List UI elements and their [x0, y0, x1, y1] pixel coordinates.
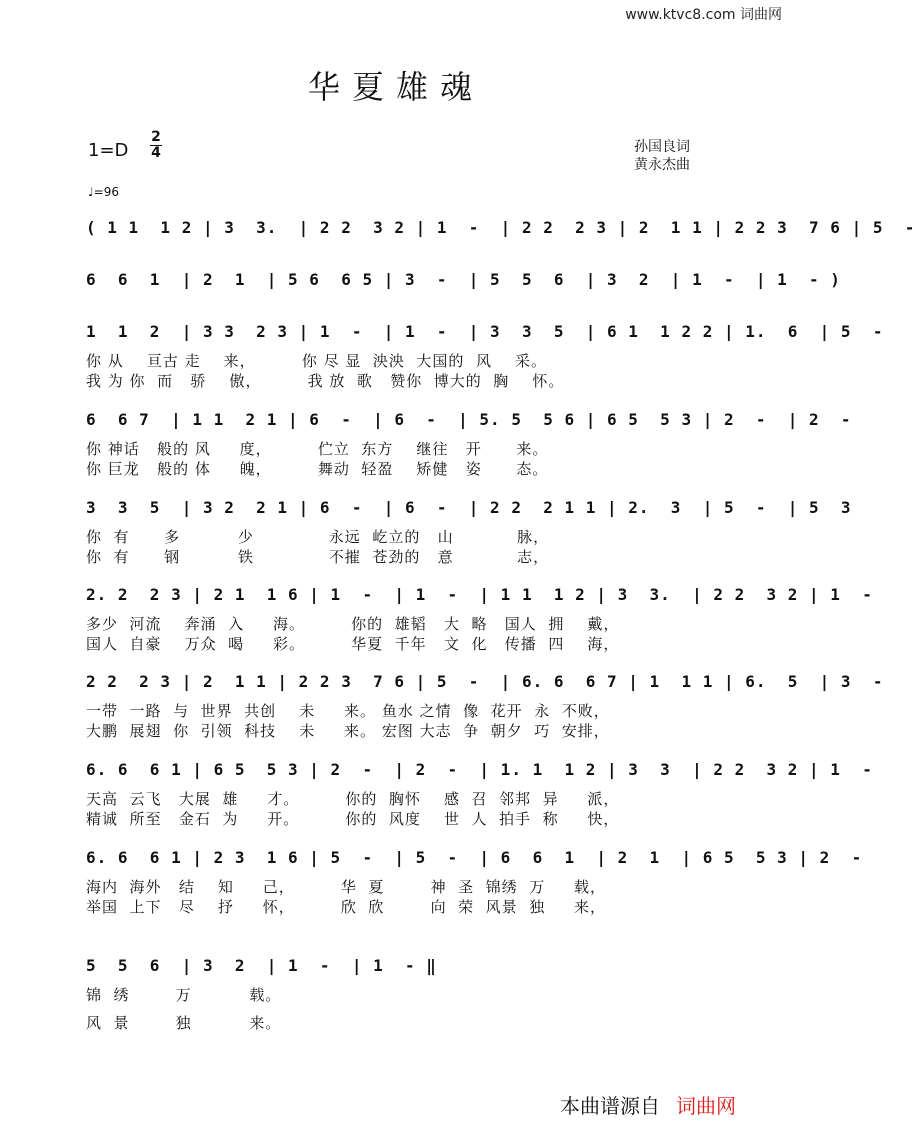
footer-brand: 词曲网 [676, 1094, 736, 1118]
lyricist: 孙国良词 [634, 139, 690, 155]
meter-bottom: 4 [151, 145, 161, 161]
page-title: 华夏雄魂 [307, 68, 484, 106]
footer-source [560, 1090, 736, 1119]
meter-top: 2 [151, 129, 161, 145]
lyric-line-verse-1: 天高 云飞 大展 雄 才。 你的 胸怀 感 召 邻邦 异 派， [86, 790, 620, 808]
time-signature [150, 130, 162, 161]
lyric-line-verse-1: 海内 海外 结 知 己， 华 夏 神 圣 锦绣 万 载， [86, 878, 607, 896]
notation-line: 2. 2 2 3 | 2 1 1 6 | 1 - | 1 - | 1 1 1 2 | 3 3. | 2 2 3 2 | 1 - [86, 585, 873, 604]
composer: 黄永杰曲 [634, 157, 690, 173]
lyric-line-verse-2: 大鹏 展翅 你 引领 科技 未 来。 宏图 大志 争 朝夕 巧 安排， [86, 722, 610, 740]
lyric-line-verse-2: 我 为 你 而 骄 傲， 我 放 歌 赞你 博大的 胸 怀。 [86, 372, 565, 390]
notation-line: 6 6 1 | 2 1 | 5 6 6 5 | 3 - | 5 5 6 | 3 2 | 1 - | 1 - ) [86, 270, 841, 289]
lyric-line-verse-2: 你 有 钢 铁 不摧 苍劲的 意 志， [86, 548, 550, 566]
credits [634, 138, 690, 174]
key-signature: 1=D [88, 140, 129, 161]
score-row [86, 218, 915, 254]
notation-line: 2 2 2 3 | 2 1 1 | 2 2 3 7 6 | 5 - | 6. 6 6 7 | 1 1 1 | 6. 5 | 3 - [86, 672, 884, 691]
lyric-line-verse-2: 风 景 独 来。 [86, 1014, 282, 1032]
notation-line: ( 1 1 1 2 | 3 3. | 2 2 3 2 | 1 - | 2 2 2 3 | 2 1 1 | 2 2 3 7 6 | 5 - [86, 218, 915, 237]
notation-line: 6 6 7 | 1 1 2 1 | 6 - | 6 - | 5. 5 5 6 | 6 5 5 3 | 2 - | 2 - [86, 410, 852, 429]
lyric-line-verse-1: 一带 一路 与 世界 共创 未 来。 鱼水 之情 像 花开 永 不败， [86, 702, 610, 720]
lyric-line-verse-1: 你 有 多 少 永远 屹立的 山 脉， [86, 528, 550, 546]
notation-line: 1 1 2 | 3 3 2 3 | 1 - | 1 - | 3 3 5 | 6 1 1 2 2 | 1. 6 | 5 - [86, 322, 884, 341]
notation-line: 5 5 6 | 3 2 | 1 - | 1 - ‖ [86, 956, 437, 975]
notation-line: 6. 6 6 1 | 2 3 1 6 | 5 - | 5 - | 6 6 1 | 2 1 | 6 5 5 3 | 2 - [86, 848, 863, 867]
score-row [86, 270, 841, 306]
lyric-line-verse-2: 精诚 所至 金石 为 开。 你的 风度 世 人 拍手 称 快， [86, 810, 620, 828]
footer-text: 本曲谱源自 [560, 1094, 660, 1118]
tempo-marking: ♩=96 [88, 185, 119, 199]
lyric-line-verse-2: 举国 上下 尽 抒 怀， 欣 欣 向 荣 风景 独 来， [86, 898, 607, 916]
lyric-line-verse-1: 你 从 亘古 走 来， 你 尽 显 泱泱 大国的 风 采。 [86, 352, 548, 370]
notation-line: 6. 6 6 1 | 6 5 5 3 | 2 - | 2 - | 1. 1 1 2 | 3 3 | 2 2 3 2 | 1 - [86, 760, 873, 779]
lyric-line-verse-2: 国人 自豪 万众 喝 彩。 华夏 千年 文 化 传播 四 海， [86, 635, 620, 653]
lyric-line-verse-1: 你 神话 般的 风 度， 伫立 东方 继往 开 来。 [86, 440, 549, 458]
lyric-line-verse-1: 锦 绣 万 载。 [86, 986, 282, 1004]
notation-line: 3 3 5 | 3 2 2 1 | 6 - | 6 - | 2 2 2 1 1 | 2. 3 | 5 - | 5 3 [86, 498, 852, 517]
watermark-text: www.ktvc8.com 词曲网 [625, 7, 782, 23]
lyric-line-verse-1: 多少 河流 奔涌 入 海。 你的 雄韬 大 略 国人 拥 戴， [86, 615, 620, 633]
lyric-line-verse-2: 你 巨龙 般的 体 魄， 舞动 轻盈 矫健 姿 态。 [86, 460, 549, 478]
